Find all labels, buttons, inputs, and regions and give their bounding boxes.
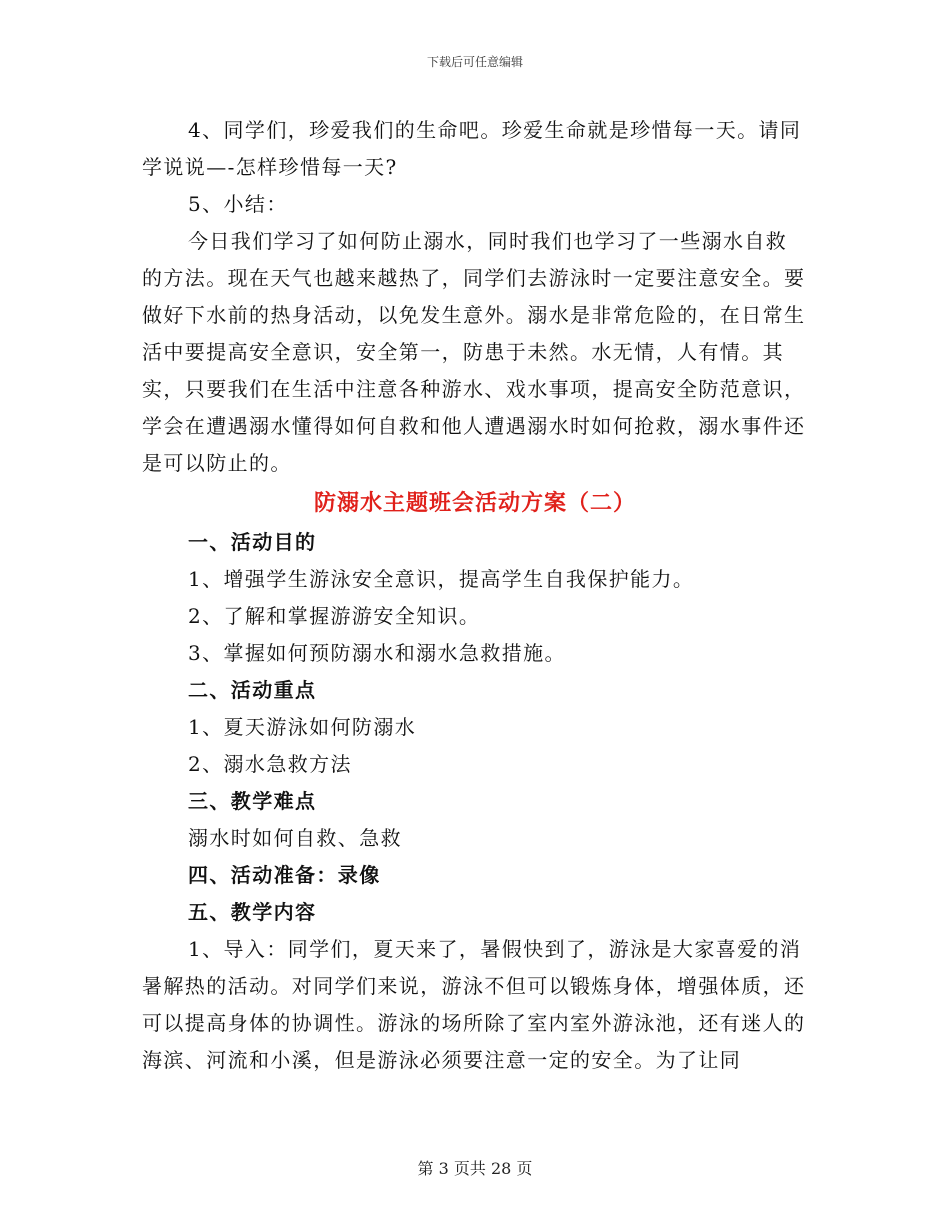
list-item: 2、溺水急救方法 xyxy=(188,752,352,776)
list-item: 2、了解和掌握游游安全知识。 xyxy=(188,604,481,628)
page-header: 下载后可任意编辑 xyxy=(426,55,523,69)
list-item: 1、增强学生游泳安全意识，提高学生自我保护能力。 xyxy=(188,567,695,591)
document-body xyxy=(142,112,808,1079)
section-heading-difficulty: 三、教学难点 xyxy=(188,789,317,813)
section-heading-content: 五、教学内容 xyxy=(188,900,317,924)
section-heading-preparation: 四、活动准备：录像 xyxy=(188,863,381,887)
paragraph-cherish-life: 4、同学们，珍爱我们的生命吧。珍爱生命就是珍惜每一天。请同学说说—-怎样珍惜每一天? xyxy=(142,118,802,179)
paragraph-summary-label: 5、小结： xyxy=(188,192,288,216)
list-item: 1、夏天游泳如何防溺水 xyxy=(188,715,417,739)
paragraph-summary: 今日我们学习了如何防止溺水，同时我们也学习了一些溺水自救的方法。现在天气也越来越热了，同学们去游泳时一定要注意安全。要做好下水前的热身活动，以免发生意外。溺水是非常危险的，在日常生活中要提高安全意识，安全第一，防患于未然。水无情，人有情。其实，只要我们在生活中注意各种游水、戏水事项，提高安全防范意识，学会在遭遇溺水懂得如何自救和他人遭遇溺水时如何抢救，溺水事件还是可以防止的。 xyxy=(142,229,806,475)
paragraph-introduction: 1、导入：同学们，夏天来了，暑假快到了，游泳是大家喜爱的消暑解热的活动。对同学们来说，游泳不但可以锻炼身体，增强体质，还可以提高身体的协调性。游泳的场所除了室内室外游泳池，还有迷人的海滨、河流和小溪，但是游泳必须要注意一定的安全。为了让同 xyxy=(142,937,806,1072)
page-footer: 第 3 页共 28 页 xyxy=(417,1159,533,1178)
section-heading-key-points: 二、活动重点 xyxy=(188,678,317,702)
document-title: 防溺水主题班会活动方案（二） xyxy=(313,490,636,516)
list-item: 3、掌握如何预防溺水和溺水急救措施。 xyxy=(188,641,566,665)
section-heading-goals: 一、活动目的 xyxy=(188,530,317,554)
section-text-difficulty: 溺水时如何自救、急救 xyxy=(188,826,402,850)
